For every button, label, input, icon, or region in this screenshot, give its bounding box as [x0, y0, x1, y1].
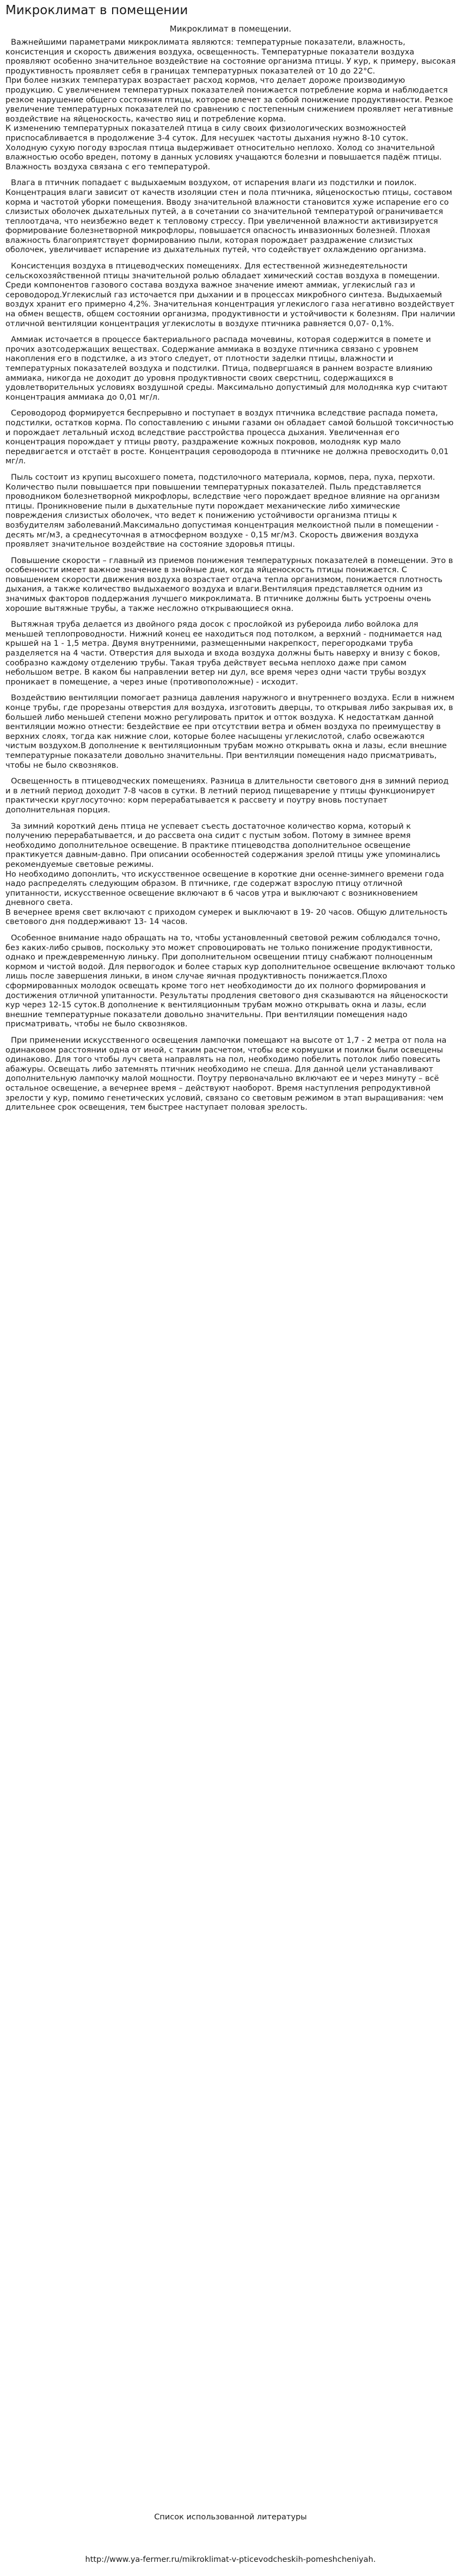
reference-url[interactable]: http://www.ya-fermer.ru/mikroklimat-v-pticevodcheskih-pomeshcheniyah. [85, 2555, 376, 2564]
paragraph-air-composition: Консистенция воздуха в птицеводческих помещениях. Для естественной жизнедеятельности сельскохозяйственной птицы значительной ролью обладает химический состав воздуха в помещении. Среди компонентов газового состава воздуха важное значение имеют аммиак, углекислый газ и сероводород.Углекислый газ источается при дыхании и в процессах микробного синтеза. Выдыхаемый воздух хранит его примерно 4,2%. Значительная концентрация углекислого газа негативно воздействует на обмен веществ, общем состоянии организма, продуктивности и устойчивости к болезням. При наличии отличной вентиляции концентрация углекислоты в воздухе птичника равняется 0,07- 0,1%. [5, 262, 456, 328]
paragraph-air-speed: Повышение скорости – главный из приемов понижения температурных показателей в помещении. Это в особенности имеет важное значение в знойные дни, когда яйценоскость птицы понижается. С повышением скорости движения воздуха возрастает отдача тепла организмом, понижается плотность дыхания, а также количество выдыхаемого воздуха и влаги.Вентиляция представляется одним из значимых факторов поддержания лучшего микроклимата. В птичнике должны быть устроены очень хорошие вытяжные трубы, а также несложно открывающиеся окна. [5, 556, 453, 613]
paragraph-lighting: Освещенность в птицеводческих помещениях. Разница в длительности светового дня в зимний период и в летний период доходит 7-8 часов в сутки. В летний период пищеварение у птицы функционирует практически круглосуточно: корм перерабатывается к рассвету и поутру вновь поступает дополнительная порция. [5, 777, 449, 815]
paragraph-ventilation: Воздействию вентиляции помогает разница давления наружного и внутреннего воздуха. Если в нижнем конце трубы, где прорезаны отверстия для воздуха, изготовить дверцы, то открывая либо закрывая их, в большей либо меньшей степени можно регулировать приток и отток воздуха. К недостаткам данной вентиляции можно отнести: бездействие ее при отсутствии ветра и обмен воздуха по преимуществу в верхних слоях, тогда как нижние слои, которые более насыщены углекислотой, слабо освежаются чистым воздухом.В дополнение к вентиляционным трубам можно открывать окна и лазы, если внешние температурные показатели довольно значительны. При вентиляции помещения надо присматривать, чтобы не было сквозняков. [5, 694, 454, 770]
paragraph-exhaust-pipe: Вытяжная труба делается из двойного ряда досок с прослойкой из рубероида либо войлока для меньшей теплопроводности. Нижний конец ее находиться под потолком, а верхний - поднимается над крышей на 1 - 1,5 метра. Двумя внутренними, размещенными накрепкост, перегородками труба разделяется на 4 части. Отверстия для выхода и входа воздуха должны быть наверху и внизу с боков, сообразно каждому отделению трубы. Такая труба действует весьма неплохо даже при самом небольшом ветре. В каком бы направлении ветер ни дул, все время через одни части трубы воздух проникает в помещение, а через иные (противоположные) - исходит. [5, 620, 442, 687]
document-heading: Микроклимат в помещении. [169, 24, 292, 34]
paragraph-artificial-lighting: При применении искусственного освещения лампочки помещают на высоте от 1,7 - 2 метра от пола на одинаковом расстоянии одна от иной, с таким расчетом, чтобы все кормушки и поилки были освещены одинаково. Для того чтобы луч света направлять на пол, необходимо побелить потолок либо повесить абажуры. Освещать либо затемнять птичник необходимо не спеша. Для данной цели устанавливают дополнительную лампочку малой мощности. Поутру первоначально включают ее и через минуту – всё остальное освещение, а вечернее время – действуют наоборот. Время наступления репродуктивной зрелости у кур, помимо генетических условий, связано со световым режимом в этап выращивания: чем длительнее срок освещения, тем быстрее наступает половая зрелость. [5, 1036, 447, 1112]
paragraph-humidity: Влага в птичник попадает с выдыхаемым воздухом, от испарения влаги из подстилки и поилок. Концентрация влаги зависит от качеств изоляции стен и пола птичника, яйценоскостью птицы, составом корма и частотой уборки помещения. Вводу значительной влажности становится хуже испарение его со слизистых оболочек дыхательных путей, а в сочетании со значительной температурой ограничивается теплоотдача, что неизбежно ведет к тепловому стрессу. При увеличенной влажности активизируется формирование болезнетворной микрофлоры, повышается опасность инвазионных болезней. Плохая влажность благоприятствует формированию пыли, которая порождает раздражение слизистых оболочек, увеличивает испарение из дыхательных путей, что содействует охлаждению организма. [5, 179, 452, 255]
document-body [0, 38, 461, 1113]
paragraph-winter-lighting: За зимний короткий день птица не успевает съесть достаточное количество корма, который к получению перерабатывается, и до рассвета она сидит с пустым зобом. Потому в зимнее время необходимо дополнительное освещение. В практике птицеводства дополнительное освещение практикуется давным-давно. При описании особенностей содержания зрелой птицы уже упоминались рекомендуемые световые режимы. Но необходимо допонлить, что искусственное освещение в короткие дни осенне-зимнего времени года надо распределять следующим образом. В птичнике, где содержат взрослую птицу отличной упитанности, искусственное освещение включают в 6 часов утра и выключают с возникновением дневного света. В вечернее время свет включают с приходом сумерек и выключают в 19- 20 часов. Общую длительность светового дня поддерживают 13- 14 часов. [5, 822, 448, 927]
paragraph-dust: Пыль состоит из крупиц высохшего помета, подстилочного материала, кормов, пера, пуха, перхоти. Количество пыли повышается при повышении температурных показателей. Пыль представляется проводником болезнетворной микрофлоры, вследствие чего порождает вредное влияние на организм птицы. Проникновение пыли в дыхательные пути порождает механические либо химические повреждения слизистых оболочек, что ведет к понижению устойчивости организма птицы к возбудителям заболеваний.Максимально допустимая концентрация мелкоистной пыли в помещении - десять мг/м3, а среднесуточная в атмосферном воздухе - 0,15 мг/м3. Скорость движения воздуха проявляет значительное воздействие на состояние здоровья птицы. [5, 473, 440, 549]
page-title: Микроклимат в помещении [5, 3, 188, 17]
paragraph-light-regime: Особенное внимание надо обращать на то, чтобы установленный световой режим соблюдался точно, без каких-либо срывов, поскольку это может спровоцировать не только понижение продуктивности, однако и преждевременную линьку. При дополнительном освещении птицу снабжают полноценным кормом и чистой водой. Для первогодок и более старых кур дополнительное освещение включают только лишь после завершения линьки, в ином случае яичная продуктивность понижается.Плохо сформированных молодок освещать кроме того нет необходимости до их полного формирования и достижения отличной упитанности. Результаты продления светового дня сказываются на яйценоскости кур через 12-15 суток.В дополнение к вентиляционным трубам можно открывать окна и лазы, если внешние температурные показатели довольно значительны. При вентиляции помещения надо присматривать, чтобы не было сквозняков. [5, 934, 456, 1029]
paragraph-temperature: Важнейшими параметрами микроклимата являются: температурные показатели, влажность, консистенция и скорость движения воздуха, освещенность. Температурные показатели воздуха проявляют особенно значительное воздействие на состояние организма птицы. У кур, к примеру, высокая продуктивность проявляет себя в границах температурных показателей от 10 до 22°С. При более низких температурах возрастает расход кормов, что делает дороже производимую продукцию. С увеличением температурных показателей понижается потребление корма и наблюдается резкое нарушение общего состояния птицы, которое влечет за собой понижение продуктивности. Резкое увеличение температурных показателей по сравнению с постепенным снижением проявляет негативные воздействие на яйценоскость, качество яиц и потребление корма. К изменению температурных показателей птица в силу своих физиологических возможностей приспосабливается в продолжение 3-4 суток. Для несушек частоты дыхания нужно 8-10 суток. Холодную сухую погоду взрослая птица выдерживает относительно неплохо. Холод со значительной влажностью особо вреден, потому в данных условиях учащаются болезни и повышается падёж птицы. Влажность воздуха связана с его температурой. [5, 38, 456, 172]
paragraph-ammonia: Аммиак источается в процессе бактериального распада мочевины, которая содержится в помете и прочих азотсодержащих веществах. Содержание аммиака в воздухе птичника связано с уровнем накопления его в подстилке, а из этого следует, от плотности заделки птицы, влажности и температурных показателей воздуха и подстилки. Птица, подвергшаяся в раннем возрасте влиянию аммиака, никогда не доходит до уровня продуктивности своих сверстниц, содержащихся в удовлетворительных условиях воздушной среды. Максимально допустимый для молодняка кур считают концентрация аммиака до 0,01 мг/л. [5, 335, 448, 402]
references-title: Список использованной литературы [154, 2513, 307, 2522]
paragraph-hydrogen-sulfide: Сероводород формируется беспрерывно и поступает в воздух птичника вследствие распада помета, подстилки, остатков корма. По сопоставлению с иными газами он обладает самой большой токсичностью и порождает летальный исход вследствие расстройства процесса дыхания. Увеличенная его концентрация порождает у птицы рвоту, раздражение кожных покровов, молодняк кур мало передвигается и отстаёт в росте. Концентрация сероводорода в птичнике не должна превосходить 0,01 мг/л. [5, 409, 454, 466]
